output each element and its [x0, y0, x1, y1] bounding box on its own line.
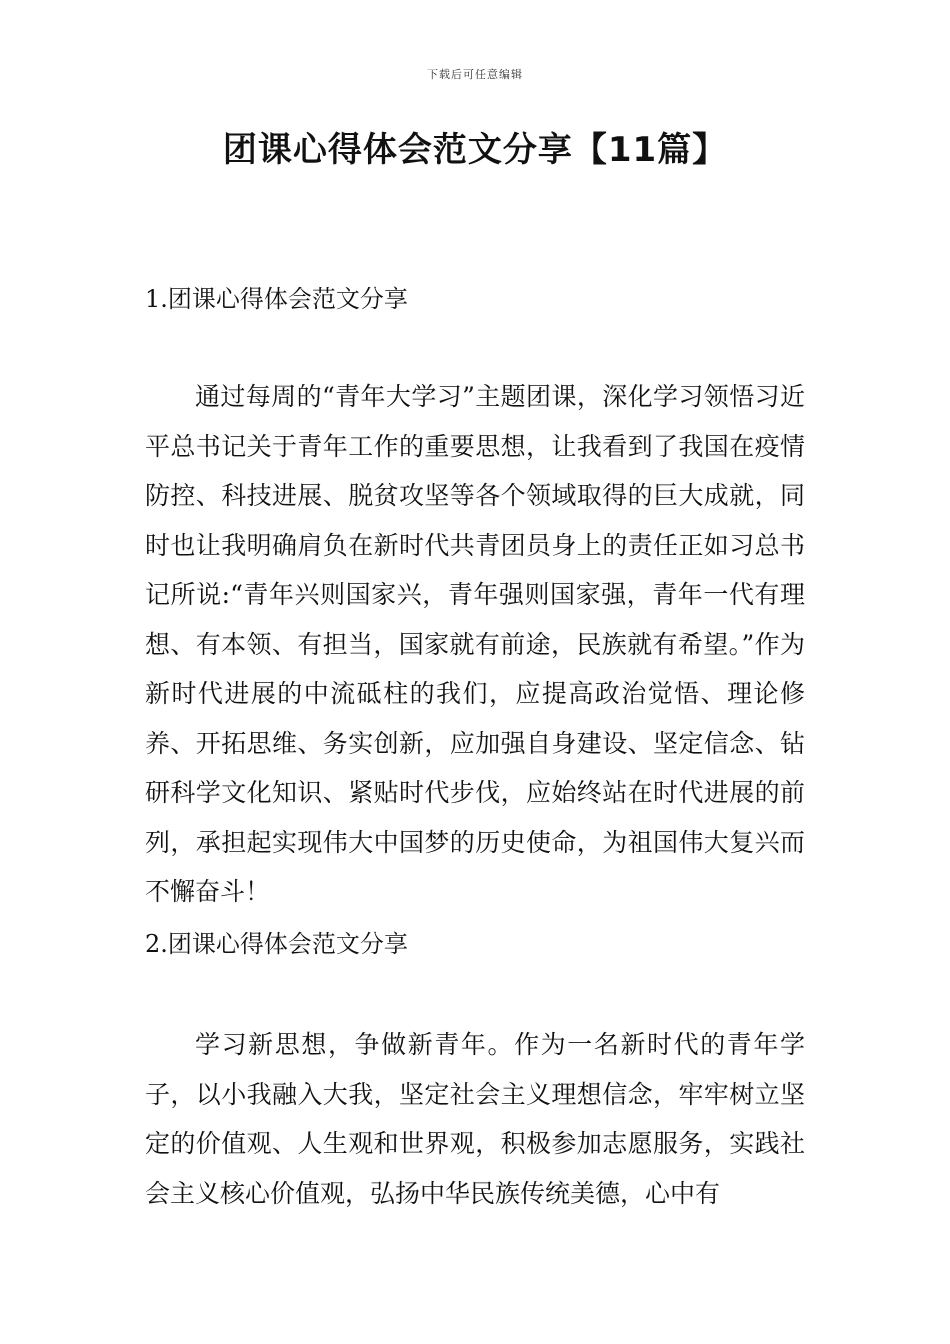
document-title: 团课心得体会范文分享【11篇】 [222, 130, 728, 170]
header-note: 下载后可任意编辑 [427, 68, 523, 81]
section-heading-1: 1.团课心得体会范文分享 [145, 285, 408, 313]
section-paragraph-1: 通过每周的“青年大学习”主题团课，深化学习领悟习近平总书记关于青年工作的重要思想，让我看到了我国在疫情防控、科技进展、脱贫攻坚等各个领域取得的巨大成就，同时也让我明确肩负在新时代共青团员身上的责任正如习总书记所说:“青年兴则国家兴，青年强则国家强，青年一代有理想、有本领、有担当，国家就有前途，民族就有希望。”作为新时代进展的中流砥柱的我们，应提高政治觉悟、理论修养、开拓思维、务实创新，应加强自身建设、坚定信念、钻研科学文化知识、紧贴时代步伐，应始终站在时代进展的前列，承担起实现伟大中国梦的历史使命，为祖国伟大复兴而不懈奋斗！ [145, 382, 805, 906]
section-heading-2: 2.团课心得体会范文分享 [145, 930, 408, 958]
section-paragraph-2: 学习新思想，争做新青年。作为一名新时代的青年学子，以小我融入大我，坚定社会主义理想信念，牢牢树立坚定的价值观、人生观和世界观，积极参加志愿服务，实践社会主义核心价值观，弘扬中华民族传统美德，心中有 [145, 1030, 805, 1208]
